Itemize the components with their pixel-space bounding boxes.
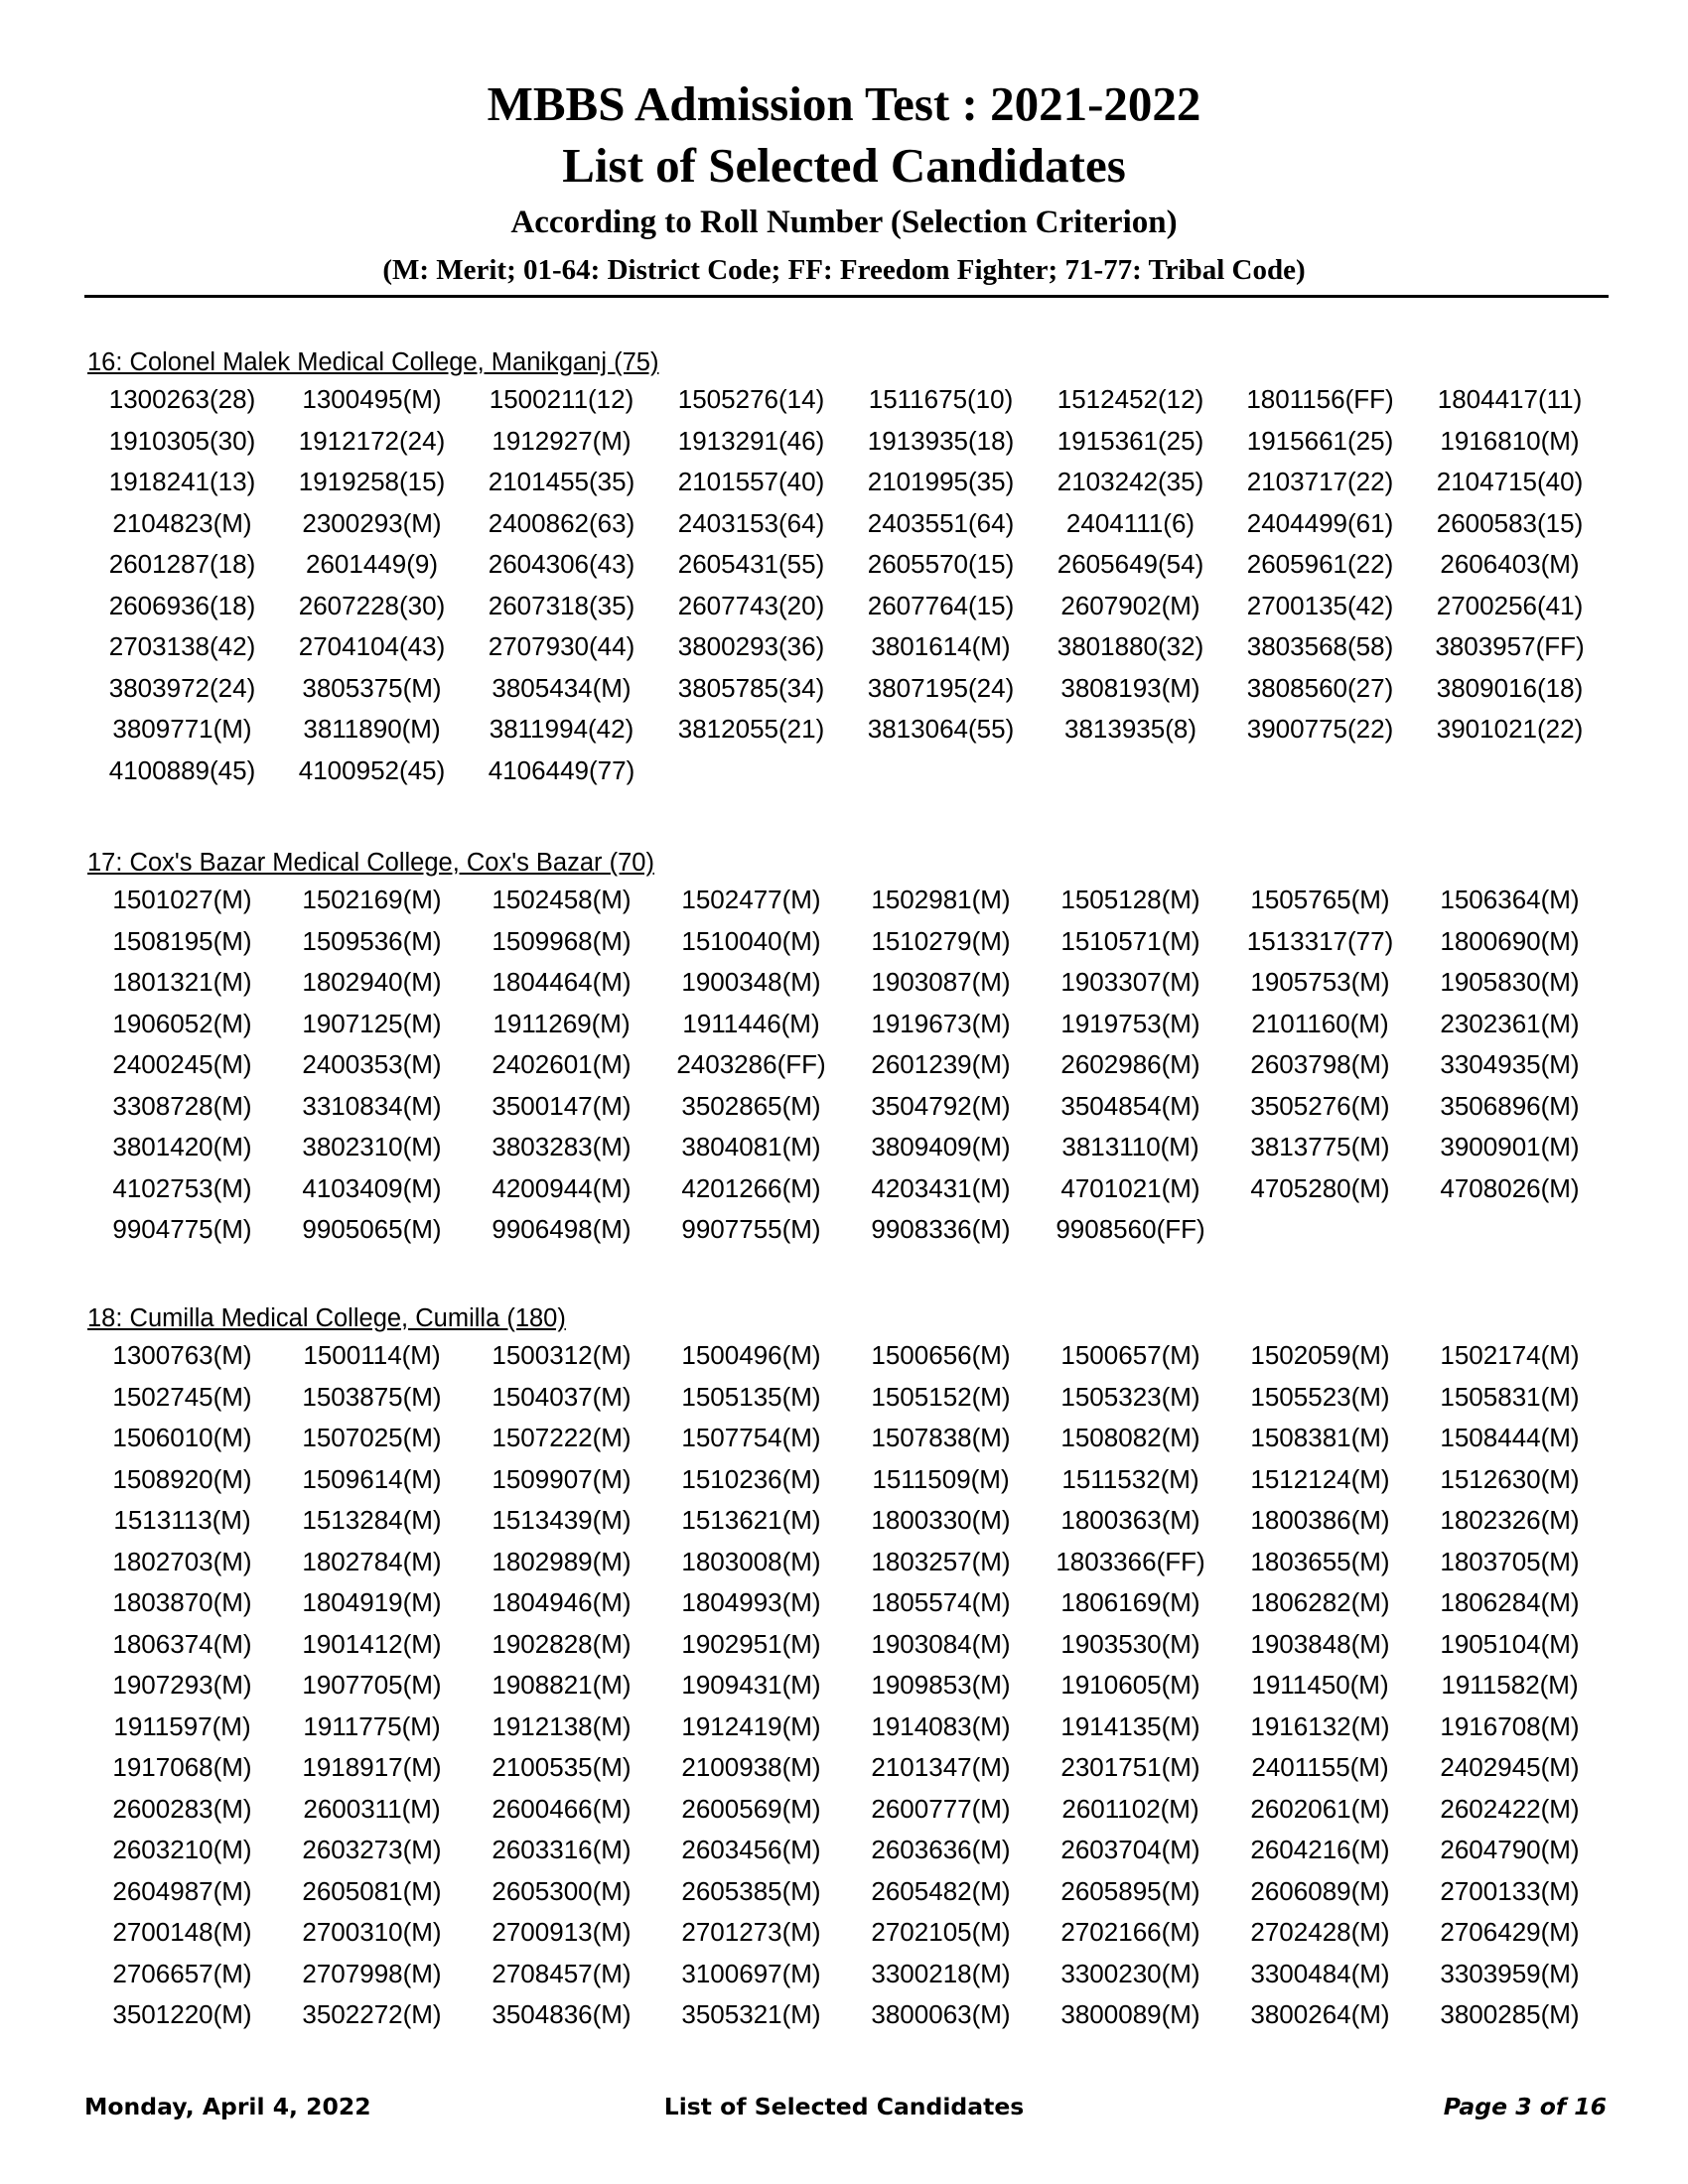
roll-number-cell: 2605649(54)	[1056, 549, 1204, 579]
roll-number-cell: 3900775(22)	[1246, 714, 1394, 744]
roll-number-cell: 2602986(M)	[1060, 1049, 1200, 1079]
roll-number-cell: 1505323(M)	[1060, 1381, 1200, 1412]
roll-number-cell: 2603273(M)	[302, 1835, 442, 1864]
roll-number-cell: 2603704(M)	[1060, 1835, 1200, 1864]
roll-number-cell: 1508444(M)	[1440, 1423, 1580, 1452]
roll-number-cell: 2607318(35)	[488, 590, 635, 620]
roll-number-cell: 1803008(M)	[681, 1546, 821, 1576]
roll-number-cell: 2602061(M)	[1250, 1793, 1390, 1824]
roll-number-cell: 2101455(35)	[488, 467, 635, 496]
roll-number-cell: 1919753(M)	[1060, 1008, 1200, 1038]
roll-number-cell: 1802989(M)	[492, 1546, 632, 1576]
roll-number-cell: 3808560(27)	[1246, 672, 1394, 703]
roll-number-cell: 3300230(M)	[1060, 1958, 1200, 1988]
roll-number-cell: 1505152(M)	[871, 1381, 1011, 1412]
roll-number-cell: 1911775(M)	[303, 1710, 441, 1741]
roll-number-cell: 1508920(M)	[112, 1463, 252, 1494]
roll-number-cell: 1507222(M)	[492, 1423, 632, 1452]
roll-number-cell: 1500114(M)	[303, 1340, 441, 1370]
roll-number-cell: 1502169(M)	[302, 885, 442, 914]
page-title-line-2: List of Selected Candidates	[562, 138, 1126, 193]
roll-number-cell: 1905104(M)	[1440, 1628, 1580, 1659]
roll-number-cell: 1804464(M)	[492, 967, 632, 997]
roll-number-cell: 1903848(M)	[1250, 1628, 1390, 1659]
roll-number-cell: 1802703(M)	[112, 1546, 252, 1576]
roll-number-cell: 4705280(M)	[1250, 1172, 1390, 1203]
roll-number-cell: 1910605(M)	[1060, 1670, 1200, 1700]
roll-number-cell: 2607228(30)	[298, 590, 446, 620]
roll-number-cell: 3800089(M)	[1060, 1999, 1200, 2029]
roll-number-cell: 3505321(M)	[681, 1999, 821, 2029]
roll-number-cell: 9905065(M)	[302, 1214, 442, 1244]
roll-number-cell: 1803366(FF)	[1055, 1546, 1205, 1576]
roll-number-cell: 2402945(M)	[1440, 1752, 1580, 1782]
roll-number-cell: 1919673(M)	[871, 1008, 1011, 1038]
roll-number-cell: 1802784(M)	[302, 1546, 442, 1576]
roll-number-cell: 9907755(M)	[681, 1214, 821, 1244]
roll-number-cell: 1909853(M)	[871, 1670, 1011, 1700]
roll-number-cell: 3800293(36)	[677, 631, 825, 661]
roll-number-cell: 2100938(M)	[681, 1752, 821, 1782]
roll-number-cell: 2605482(M)	[871, 1875, 1011, 1906]
roll-number-cell: 2604790(M)	[1440, 1835, 1580, 1864]
roll-number-cell: 1509614(M)	[302, 1463, 442, 1494]
roll-number-cell: 2604306(43)	[488, 549, 635, 579]
roll-number-cell: 1907125(M)	[302, 1008, 442, 1038]
roll-number-cell: 3803972(24)	[108, 672, 256, 703]
roll-number-cell: 2402601(M)	[492, 1049, 632, 1079]
roll-number-cell: 3500147(M)	[492, 1090, 632, 1121]
roll-number-cell: 3504854(M)	[1060, 1090, 1200, 1121]
roll-number-cell: 2601287(18)	[108, 549, 256, 579]
roll-number-cell: 2601449(9)	[306, 549, 438, 579]
roll-number-cell: 1801321(M)	[112, 967, 252, 997]
roll-number-cell: 1903084(M)	[871, 1628, 1011, 1659]
roll-number-cell: 1300495(M)	[302, 384, 442, 414]
roll-number-cell: 3805785(34)	[677, 672, 825, 703]
roll-number-cell: 3300484(M)	[1250, 1958, 1390, 1988]
roll-number-cell: 2700310(M)	[302, 1917, 442, 1947]
roll-number-cell: 2607764(15)	[867, 590, 1015, 620]
roll-number-cell: 1502458(M)	[492, 885, 632, 914]
roll-number-cell: 2600569(M)	[681, 1793, 821, 1824]
roll-number-cell: 4203431(M)	[871, 1172, 1011, 1203]
roll-number-cell: 1918917(M)	[302, 1752, 442, 1782]
roll-number-cell: 2301751(M)	[1060, 1752, 1200, 1782]
roll-number-cell: 1502477(M)	[681, 885, 821, 914]
roll-number-cell: 2600283(M)	[112, 1793, 252, 1824]
roll-number-cell: 4701021(M)	[1060, 1172, 1200, 1203]
roll-number-cell: 1912927(M)	[492, 425, 632, 456]
roll-number-cell: 2706429(M)	[1440, 1917, 1580, 1947]
roll-number-cell: 1901412(M)	[302, 1628, 442, 1659]
roll-number-cell: 1508195(M)	[112, 925, 252, 956]
roll-number-cell: 3800285(M)	[1440, 1999, 1580, 2029]
roll-number-cell: 2605081(M)	[302, 1875, 442, 1906]
roll-number-cell: 2603636(M)	[871, 1835, 1011, 1864]
roll-number-cell: 2605431(55)	[677, 549, 825, 579]
roll-number-cell: 1500312(M)	[492, 1340, 632, 1370]
roll-number-cell: 1509968(M)	[492, 925, 632, 956]
roll-number-cell: 1801156(FF)	[1246, 384, 1394, 414]
roll-number-cell: 2600311(M)	[303, 1793, 441, 1824]
roll-number-cell: 3300218(M)	[871, 1958, 1011, 1988]
roll-number-cell: 1505831(M)	[1440, 1381, 1580, 1412]
roll-number-cell: 2601239(M)	[871, 1049, 1011, 1079]
roll-number-cell: 2603210(M)	[112, 1835, 252, 1864]
roll-number-cell: 2400862(63)	[488, 507, 635, 538]
roll-number-cell: 2606089(M)	[1250, 1875, 1390, 1906]
roll-number-cell: 3506896(M)	[1440, 1090, 1580, 1121]
roll-number-cell: 1902828(M)	[492, 1628, 632, 1659]
roll-number-cell: 2603316(M)	[492, 1835, 632, 1864]
roll-number-cell: 3308728(M)	[112, 1090, 252, 1121]
college-section	[87, 347, 1602, 791]
roll-number-cell: 1300263(28)	[108, 384, 256, 414]
roll-number-cell: 3809409(M)	[871, 1132, 1011, 1161]
roll-number-cell: 1912138(M)	[492, 1710, 632, 1741]
roll-number-cell: 3808193(M)	[1060, 672, 1200, 703]
roll-number-cell: 2700133(M)	[1440, 1875, 1580, 1906]
footer-page-number: Page 3 of 16	[1443, 2093, 1607, 2120]
roll-number-cell: 2703138(42)	[108, 631, 256, 661]
college-section	[87, 848, 1602, 1251]
roll-number-cell: 1509907(M)	[492, 1463, 632, 1494]
roll-number-cell: 1802940(M)	[302, 967, 442, 997]
roll-number-cell: 3800264(M)	[1250, 1999, 1390, 2029]
roll-number-cell: 1505135(M)	[681, 1381, 821, 1412]
code-legend: (M: Merit; 01-64: District Code; FF: Freedom Fighter; 71-77: Tribal Code)	[382, 254, 1306, 286]
roll-number-cell: 1912419(M)	[681, 1710, 821, 1741]
roll-number-cell: 2605570(15)	[867, 549, 1015, 579]
roll-number-cell: 1505523(M)	[1250, 1381, 1390, 1412]
roll-number-cell: 2707930(44)	[488, 631, 635, 661]
roll-number-cell: 2400245(M)	[112, 1049, 252, 1079]
roll-number-cell: 1502745(M)	[112, 1381, 252, 1412]
footer-title: List of Selected Candidates	[663, 2093, 1025, 2120]
roll-number-cell: 1907705(M)	[302, 1670, 442, 1700]
roll-number-cell: 1918241(13)	[108, 467, 256, 496]
roll-number-cell: 3811890(M)	[303, 714, 441, 744]
roll-number-cell: 1500656(M)	[871, 1340, 1011, 1370]
roll-number-cell: 3504836(M)	[492, 1999, 632, 2029]
roll-number-cell: 3803283(M)	[492, 1132, 632, 1161]
roll-number-cell: 2701273(M)	[681, 1917, 821, 1947]
roll-number-cell: 2604216(M)	[1250, 1835, 1390, 1864]
roll-number-cell: 1509536(M)	[302, 925, 442, 956]
roll-number-cell: 1900348(M)	[681, 967, 821, 997]
roll-number-cell: 1804417(11)	[1437, 384, 1583, 414]
roll-number-cell: 3801420(M)	[112, 1132, 252, 1161]
roll-number-cell: 2702166(M)	[1060, 1917, 1200, 1947]
roll-number-cell: 2605961(22)	[1246, 549, 1394, 579]
roll-number-cell: 1513113(M)	[113, 1505, 251, 1535]
roll-number-cell: 3803568(58)	[1246, 631, 1394, 661]
roll-number-cell: 1504037(M)	[492, 1381, 632, 1412]
roll-number-cell: 4103409(M)	[302, 1172, 442, 1203]
roll-number-cell: 1505276(14)	[677, 384, 825, 414]
roll-number-cell: 2401155(M)	[1251, 1752, 1389, 1782]
college-heading: 16: Colonel Malek Medical College, Manikganj (75)	[87, 348, 659, 376]
roll-number-cell: 3807195(24)	[867, 672, 1015, 703]
roll-number-cell: 1806374(M)	[112, 1628, 252, 1659]
roll-number-cell: 2700256(41)	[1436, 590, 1584, 620]
roll-number-cell: 1903307(M)	[1060, 967, 1200, 997]
roll-number-cell: 1800363(M)	[1060, 1505, 1200, 1535]
roll-number-cell: 1513317(77)	[1246, 925, 1394, 956]
roll-number-cell: 1512630(M)	[1440, 1463, 1580, 1494]
roll-number-cell: 1910305(30)	[108, 425, 256, 456]
roll-number-cell: 3901021(22)	[1436, 714, 1584, 744]
roll-number-cell: 1513621(M)	[681, 1505, 821, 1535]
roll-number-cell: 1914135(M)	[1060, 1710, 1200, 1741]
roll-number-cell: 2603798(M)	[1250, 1049, 1390, 1079]
roll-number-cell: 2103242(35)	[1056, 467, 1204, 496]
roll-number-cell: 1800330(M)	[871, 1505, 1011, 1535]
roll-number-cell: 2600777(M)	[871, 1793, 1011, 1824]
roll-number-cell: 1500496(M)	[681, 1340, 821, 1370]
roll-number-cell: 3804081(M)	[681, 1132, 821, 1161]
roll-number-cell: 1803870(M)	[112, 1587, 252, 1617]
roll-number-cell: 2404111(6)	[1065, 507, 1196, 538]
roll-number-cell: 1905753(M)	[1250, 967, 1390, 997]
roll-number-cell: 2600583(15)	[1436, 507, 1584, 538]
roll-number-cell: 1915361(25)	[1056, 425, 1204, 456]
roll-number-cell: 2403551(64)	[867, 507, 1015, 538]
roll-number-cell: 1906052(M)	[112, 1008, 252, 1038]
page-title-line-1: MBBS Admission Test : 2021-2022	[487, 76, 1201, 131]
roll-number-cell: 9904775(M)	[112, 1214, 252, 1244]
roll-number-cell: 3505276(M)	[1250, 1090, 1390, 1121]
roll-number-cell: 3801880(32)	[1056, 631, 1204, 661]
roll-number-cell: 4100889(45)	[108, 754, 256, 785]
roll-number-cell: 2604987(M)	[112, 1875, 252, 1906]
roll-number-cell: 2605300(M)	[492, 1875, 632, 1906]
roll-number-cell: 3809016(18)	[1436, 672, 1584, 703]
roll-number-cell: 4201266(M)	[681, 1172, 821, 1203]
roll-number-cell: 1511532(M)	[1061, 1463, 1199, 1494]
roll-number-cell: 2700148(M)	[112, 1917, 252, 1947]
roll-number-cell: 1804946(M)	[492, 1587, 632, 1617]
roll-number-cell: 3813775(M)	[1250, 1132, 1390, 1161]
roll-number-cell: 3303959(M)	[1440, 1958, 1580, 1988]
roll-number-cell: 3811994(42)	[489, 714, 634, 744]
roll-number-cell: 2700913(M)	[492, 1917, 632, 1947]
roll-number-cell: 2600466(M)	[492, 1793, 632, 1824]
roll-number-cell: 4100952(45)	[298, 754, 446, 785]
roll-number-cell: 3805375(M)	[302, 672, 442, 703]
roll-number-cell: 1903087(M)	[871, 967, 1011, 997]
roll-number-cell: 1806284(M)	[1440, 1587, 1580, 1617]
roll-number-cell: 3805434(M)	[492, 672, 632, 703]
roll-number-cell: 2704104(43)	[298, 631, 446, 661]
roll-number-grid	[87, 379, 1602, 791]
roll-number-cell: 1500211(12)	[489, 384, 634, 414]
roll-number-cell: 9906498(M)	[492, 1214, 632, 1244]
roll-number-cell: 1512124(M)	[1250, 1463, 1390, 1494]
roll-number-cell: 3813064(55)	[867, 714, 1015, 744]
footer-date: Monday, April 4, 2022	[84, 2093, 371, 2120]
roll-number-cell: 2607902(M)	[1060, 590, 1200, 620]
roll-number-cell: 1804919(M)	[302, 1587, 442, 1617]
roll-number-cell: 1911269(M)	[492, 1008, 631, 1038]
roll-number-cell: 1513439(M)	[492, 1505, 632, 1535]
roll-number-cell: 1911582(M)	[1441, 1670, 1579, 1700]
roll-number-cell: 1914083(M)	[871, 1710, 1011, 1741]
roll-number-cell: 3501220(M)	[112, 1999, 252, 2029]
page-subtitle: According to Roll Number (Selection Criterion)	[510, 205, 1178, 240]
roll-number-cell: 1919258(15)	[298, 467, 446, 496]
roll-number-cell: 3809771(M)	[112, 714, 252, 744]
roll-number-cell: 9908560(FF)	[1055, 1214, 1205, 1244]
roll-number-cell: 1911450(M)	[1251, 1670, 1389, 1700]
roll-number-cell: 2104823(M)	[112, 507, 252, 538]
roll-number-cell: 1511675(10)	[868, 384, 1014, 414]
roll-number-cell: 1803655(M)	[1250, 1546, 1390, 1576]
roll-number-cell: 2403286(FF)	[676, 1049, 826, 1079]
roll-number-cell: 1912172(24)	[298, 425, 446, 456]
roll-number-cell: 2607743(20)	[677, 590, 825, 620]
college-heading: 18: Cumilla Medical College, Cumilla (180)	[87, 1304, 566, 1332]
roll-number-cell: 1803705(M)	[1440, 1546, 1580, 1576]
roll-number-cell: 1908821(M)	[492, 1670, 632, 1700]
roll-number-cell: 1502059(M)	[1250, 1340, 1390, 1370]
roll-number-cell: 1510571(M)	[1060, 925, 1200, 956]
roll-number-cell: 1803257(M)	[871, 1546, 1011, 1576]
roll-number-cell: 1505128(M)	[1060, 885, 1200, 914]
roll-number-cell: 1510040(M)	[681, 925, 821, 956]
roll-number-cell: 1802326(M)	[1440, 1505, 1580, 1535]
roll-number-cell: 1511509(M)	[872, 1463, 1010, 1494]
roll-number-cell: 1507838(M)	[871, 1423, 1011, 1452]
roll-number-cell: 9908336(M)	[871, 1214, 1011, 1244]
roll-number-cell: 1805574(M)	[871, 1587, 1011, 1617]
roll-number-cell: 1915661(25)	[1246, 425, 1394, 456]
roll-number-cell: 1800386(M)	[1250, 1505, 1390, 1535]
roll-number-cell: 2603456(M)	[681, 1835, 821, 1864]
roll-number-cell: 3304935(M)	[1440, 1049, 1580, 1079]
roll-number-cell: 1806282(M)	[1250, 1587, 1390, 1617]
roll-number-grid	[87, 880, 1602, 1251]
roll-number-cell: 3504792(M)	[871, 1090, 1011, 1121]
roll-number-cell: 1917068(M)	[112, 1752, 252, 1782]
roll-number-cell: 2702428(M)	[1250, 1917, 1390, 1947]
roll-number-cell: 2101995(35)	[867, 467, 1015, 496]
roll-number-cell: 1909431(M)	[681, 1670, 821, 1700]
roll-number-cell: 1905830(M)	[1440, 967, 1580, 997]
roll-number-cell: 2101347(M)	[871, 1752, 1011, 1782]
roll-number-cell: 1507025(M)	[302, 1423, 442, 1452]
roll-number-cell: 3100697(M)	[681, 1958, 821, 1988]
roll-number-cell: 2103717(22)	[1246, 467, 1394, 496]
roll-number-cell: 2602422(M)	[1440, 1793, 1580, 1824]
roll-number-cell: 2606936(18)	[108, 590, 256, 620]
roll-number-cell: 2706657(M)	[112, 1958, 252, 1988]
roll-number-cell: 1800690(M)	[1440, 925, 1580, 956]
roll-number-cell: 1513284(M)	[302, 1505, 442, 1535]
roll-number-cell: 2605895(M)	[1060, 1875, 1200, 1906]
roll-number-cell: 1502981(M)	[871, 885, 1011, 914]
roll-number-cell: 1804993(M)	[681, 1587, 821, 1617]
roll-number-cell: 3812055(21)	[677, 714, 825, 744]
roll-number-cell: 1503875(M)	[302, 1381, 442, 1412]
roll-number-cell: 2605385(M)	[681, 1875, 821, 1906]
roll-number-cell: 2707998(M)	[302, 1958, 442, 1988]
roll-number-cell: 1506364(M)	[1440, 885, 1580, 914]
roll-number-cell: 2606403(M)	[1440, 549, 1580, 579]
roll-number-cell: 3502272(M)	[302, 1999, 442, 2029]
college-section	[87, 1303, 1602, 2036]
roll-number-cell: 1903530(M)	[1060, 1628, 1200, 1659]
roll-number-cell: 1501027(M)	[112, 885, 252, 914]
roll-number-cell: 4102753(M)	[112, 1172, 252, 1203]
roll-number-cell: 1510279(M)	[871, 925, 1011, 956]
roll-number-cell: 2302361(M)	[1440, 1008, 1580, 1038]
roll-number-cell: 1916810(M)	[1440, 425, 1580, 456]
roll-number-cell: 1911597(M)	[113, 1710, 251, 1741]
roll-number-cell: 1907293(M)	[112, 1670, 252, 1700]
roll-number-cell: 1500657(M)	[1060, 1340, 1200, 1370]
roll-number-cell: 1913291(46)	[677, 425, 825, 456]
roll-number-cell: 2100535(M)	[492, 1752, 632, 1782]
roll-number-cell: 2300293(M)	[302, 507, 442, 538]
roll-number-cell: 4708026(M)	[1440, 1172, 1580, 1203]
roll-number-cell: 3800063(M)	[871, 1999, 1011, 2029]
roll-number-cell: 3803957(FF)	[1435, 631, 1585, 661]
roll-number-cell: 3502865(M)	[681, 1090, 821, 1121]
roll-number-cell: 1506010(M)	[112, 1423, 252, 1452]
roll-number-cell: 2404499(61)	[1246, 507, 1394, 538]
header-divider	[84, 295, 1609, 298]
roll-number-cell: 1916132(M)	[1250, 1710, 1390, 1741]
roll-number-cell: 1512452(12)	[1056, 384, 1204, 414]
roll-number-cell: 2104715(40)	[1436, 467, 1584, 496]
roll-number-cell: 1911446(M)	[682, 1008, 820, 1038]
roll-number-cell: 2101557(40)	[677, 467, 825, 496]
roll-number-cell: 3802310(M)	[302, 1132, 442, 1161]
roll-number-cell: 1502174(M)	[1440, 1340, 1580, 1370]
roll-number-cell: 4200944(M)	[492, 1172, 632, 1203]
roll-number-cell: 2403153(64)	[677, 507, 825, 538]
roll-number-cell: 3310834(M)	[302, 1090, 442, 1121]
roll-number-cell: 1916708(M)	[1440, 1710, 1580, 1741]
roll-number-cell: 1507754(M)	[681, 1423, 821, 1452]
college-heading: 17: Cox's Bazar Medical College, Cox's Bazar (70)	[87, 849, 654, 877]
roll-number-cell: 1508082(M)	[1060, 1423, 1200, 1452]
roll-number-cell: 1913935(18)	[867, 425, 1015, 456]
roll-number-cell: 3900901(M)	[1440, 1132, 1580, 1161]
roll-number-cell: 3813935(8)	[1064, 714, 1196, 744]
roll-number-cell: 4106449(77)	[488, 754, 635, 785]
roll-number-cell: 2708457(M)	[492, 1958, 632, 1988]
roll-number-grid	[87, 1335, 1602, 2036]
roll-number-cell: 2400353(M)	[302, 1049, 442, 1079]
roll-number-cell: 1300763(M)	[112, 1340, 252, 1370]
roll-number-cell: 3813110(M)	[1061, 1132, 1199, 1161]
roll-number-cell: 1806169(M)	[1060, 1587, 1200, 1617]
roll-number-cell: 1508381(M)	[1250, 1423, 1390, 1452]
roll-number-cell: 2101160(M)	[1251, 1008, 1389, 1038]
roll-number-cell: 1510236(M)	[681, 1463, 821, 1494]
roll-number-cell: 1902951(M)	[681, 1628, 821, 1659]
roll-number-cell: 3801614(M)	[871, 631, 1011, 661]
roll-number-cell: 2702105(M)	[871, 1917, 1011, 1947]
roll-number-cell: 2700135(42)	[1246, 590, 1394, 620]
roll-number-cell: 1505765(M)	[1250, 885, 1390, 914]
roll-number-cell: 2601102(M)	[1061, 1793, 1199, 1824]
